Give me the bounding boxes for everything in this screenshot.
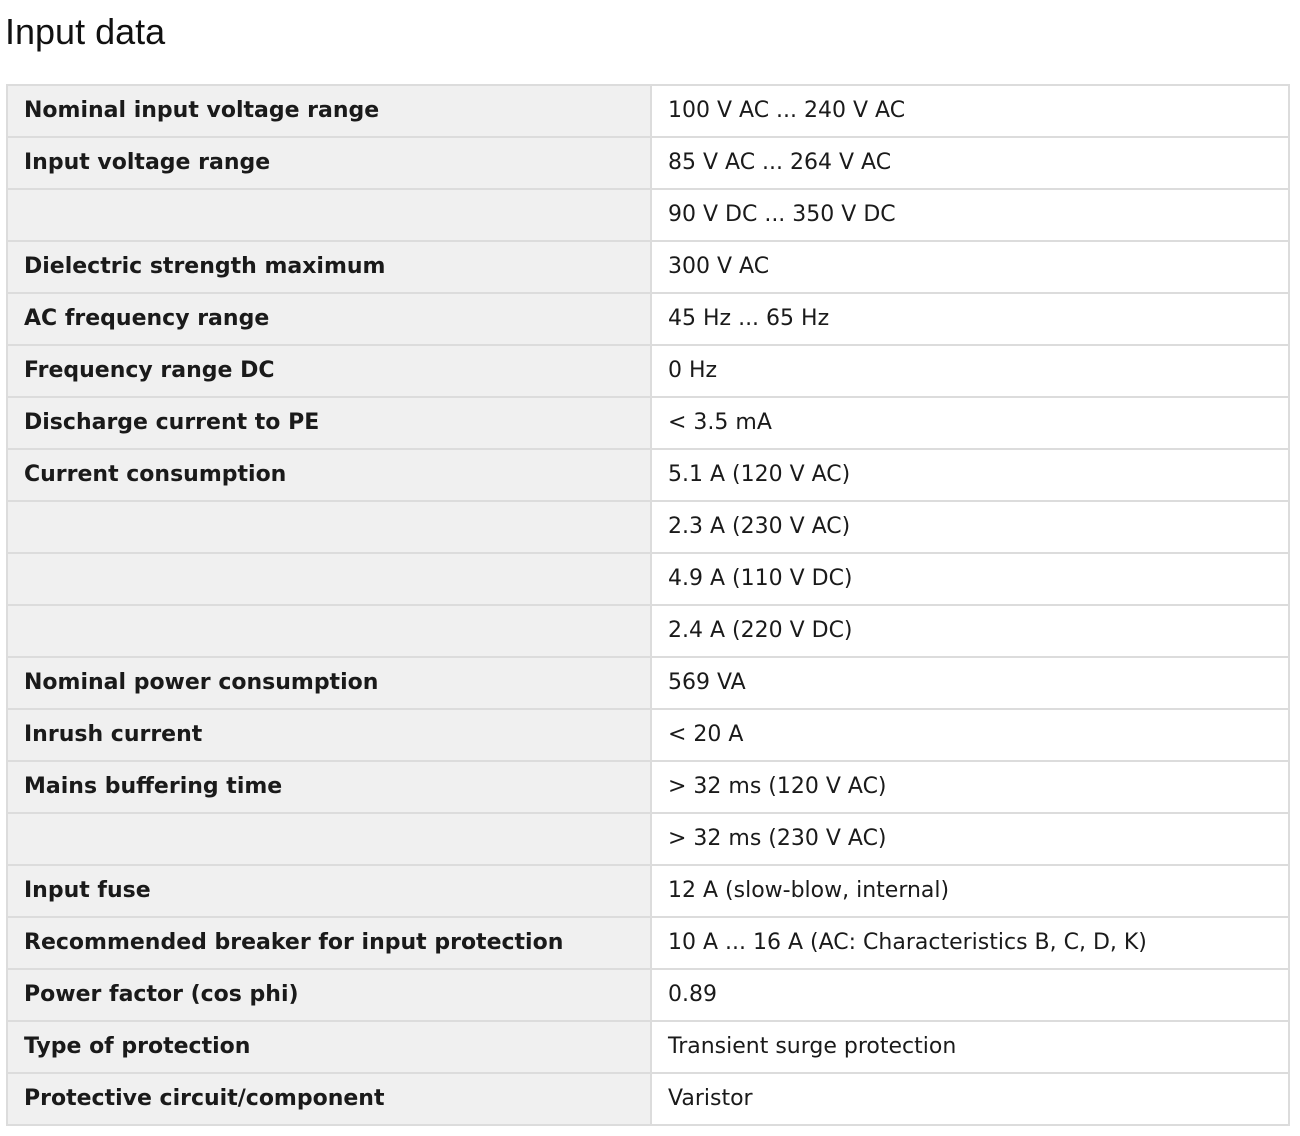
row-value: 0.89 xyxy=(651,969,1289,1021)
page-title: Input data xyxy=(5,11,166,52)
table-row xyxy=(7,917,1289,969)
row-value: 5.1 A (120 V AC) xyxy=(651,449,1289,501)
table-row xyxy=(7,657,1289,709)
table-row xyxy=(7,813,1289,865)
row-label xyxy=(7,813,651,865)
table-row xyxy=(7,605,1289,657)
row-value: 85 V AC ... 264 V AC xyxy=(651,137,1289,189)
row-value: 100 V AC ... 240 V AC xyxy=(651,85,1289,137)
row-value: > 32 ms (230 V AC) xyxy=(651,813,1289,865)
table-row xyxy=(7,85,1289,137)
row-value: 300 V AC xyxy=(651,241,1289,293)
row-value: 569 VA xyxy=(651,657,1289,709)
table-row xyxy=(7,189,1289,241)
row-label: Inrush current xyxy=(7,709,651,761)
row-value: 12 A (slow-blow, internal) xyxy=(651,865,1289,917)
table-row xyxy=(7,449,1289,501)
row-value: 0 Hz xyxy=(651,345,1289,397)
input-data-table xyxy=(6,84,1290,1126)
table-body xyxy=(7,85,1289,1125)
row-label: Input fuse xyxy=(7,865,651,917)
row-label: Nominal input voltage range xyxy=(7,85,651,137)
table-row xyxy=(7,137,1289,189)
row-label xyxy=(7,605,651,657)
row-label: Mains buffering time xyxy=(7,761,651,813)
row-label: Type of protection xyxy=(7,1021,651,1073)
table-row xyxy=(7,761,1289,813)
table-row xyxy=(7,1021,1289,1073)
row-label: Discharge current to PE xyxy=(7,397,651,449)
table-row xyxy=(7,293,1289,345)
table-row xyxy=(7,501,1289,553)
row-value: 10 A ... 16 A (AC: Characteristics B, C, D, K) xyxy=(651,917,1289,969)
table-row xyxy=(7,1073,1289,1125)
row-label: AC frequency range xyxy=(7,293,651,345)
row-label: Protective circuit/component xyxy=(7,1073,651,1125)
row-label xyxy=(7,501,651,553)
row-value: 45 Hz ... 65 Hz xyxy=(651,293,1289,345)
row-label: Nominal power consumption xyxy=(7,657,651,709)
row-value: Transient surge protection xyxy=(651,1021,1289,1073)
row-label: Input voltage range xyxy=(7,137,651,189)
row-label: Dielectric strength maximum xyxy=(7,241,651,293)
row-label xyxy=(7,189,651,241)
row-label: Recommended breaker for input protection xyxy=(7,917,651,969)
row-label xyxy=(7,553,651,605)
row-value: < 3.5 mA xyxy=(651,397,1289,449)
row-value: > 32 ms (120 V AC) xyxy=(651,761,1289,813)
row-value: Varistor xyxy=(651,1073,1289,1125)
table-row xyxy=(7,241,1289,293)
row-value: 2.4 A (220 V DC) xyxy=(651,605,1289,657)
row-label: Current consumption xyxy=(7,449,651,501)
table-row xyxy=(7,553,1289,605)
table-row xyxy=(7,709,1289,761)
row-value: < 20 A xyxy=(651,709,1289,761)
table-row xyxy=(7,969,1289,1021)
row-label: Frequency range DC xyxy=(7,345,651,397)
row-value: 2.3 A (230 V AC) xyxy=(651,501,1289,553)
table-row xyxy=(7,397,1289,449)
row-label: Power factor (cos phi) xyxy=(7,969,651,1021)
table-row xyxy=(7,865,1289,917)
row-value: 4.9 A (110 V DC) xyxy=(651,553,1289,605)
row-value: 90 V DC ... 350 V DC xyxy=(651,189,1289,241)
table-row xyxy=(7,345,1289,397)
